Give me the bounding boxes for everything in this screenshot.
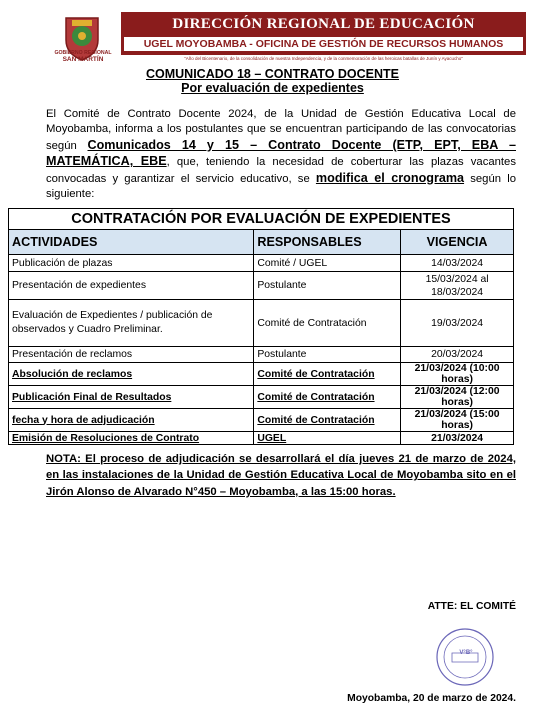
header-actividades: ACTIVIDADES: [9, 230, 254, 255]
intro-text-3: según lo siguiente:: [46, 172, 516, 201]
cell-actividad: fecha y hora de adjudicación: [9, 409, 254, 432]
adjudication-note: NOTA: El proceso de adjudicación se desarrollará el día jueves 21 de marzo de 2024, en las instalaciones de la Unidad de Gestión Educativa Local de Moyobamba sito en el Jirón Alonso de Alvarado N°450 – Moyobamba, a las 15:00 horas.: [46, 453, 516, 498]
cell-actividad: Presentación de expedientes: [9, 272, 254, 300]
cell-responsable: Comité de Contratación: [254, 363, 401, 386]
cell-responsable: Comité / UGEL: [254, 255, 401, 272]
table-row: [9, 363, 514, 386]
table-row: [9, 432, 514, 445]
seal-text: V°B°: [459, 650, 473, 656]
table-row: [9, 409, 514, 432]
table-row: [9, 255, 514, 272]
cell-responsable: Comité de Contratación: [254, 409, 401, 432]
cell-responsable: Comité de Contratación: [254, 386, 401, 409]
header-responsables: RESPONSABLES: [254, 230, 401, 255]
cell-responsable: Postulante: [254, 272, 401, 300]
cell-actividad: Publicación de plazas: [9, 255, 254, 272]
banner-subtitle: UGEL MOYOBAMBA - OFICINA DE GESTIÓN DE RECURSOS HUMANOS: [143, 38, 504, 50]
intro-paragraph: [46, 107, 516, 202]
logo-org-short: GOBIERNO REGIONAL: [54, 50, 112, 56]
cell-actividad: Absolución de reclamos: [9, 363, 254, 386]
intro-highlight-comunicados: Comunicados 14 y 15 – Contrato Docente (ETP, EPT, EBA – MATEMÁTICA, EBE: [46, 137, 516, 169]
banner-title: DIRECCIÓN REGIONAL DE EDUCACIÓN: [172, 16, 475, 32]
header-vigencia: VIGENCIA: [401, 230, 514, 255]
table-row: [9, 386, 514, 409]
table-row: [9, 300, 514, 347]
schedule-table: [8, 208, 514, 445]
intro-text-2: , que, teniendo la necesidad de coberturar las plazas vacantes convocadas y garantizar el servicio educativo, se: [46, 156, 516, 185]
cell-vigencia: 20/03/2024: [401, 347, 514, 363]
logo-caption: [52, 50, 114, 64]
cell-vigencia: 21/03/2024: [401, 432, 514, 445]
letterhead-banner: [121, 12, 526, 55]
table-caption: CONTRATACIÓN POR EVALUACIÓN DE EXPEDIENTES: [9, 209, 514, 230]
cell-vigencia: 21/03/2024 (12:00 horas): [401, 386, 514, 409]
intro-text-1: El Comité de Contrato Docente 2024, de la Unidad de Gestión Educativa Local de Moyobamba, informa a los postulantes que se encuentran participando de las convocatorias según: [46, 108, 516, 152]
cell-actividad: Presentación de reclamos: [9, 347, 254, 363]
cell-responsable: Comité de Contratación: [254, 300, 401, 347]
cell-vigencia: 19/03/2024: [401, 300, 514, 347]
document-subtitle: Por evaluación de expedientes: [181, 81, 364, 95]
place-and-date: Moyobamba, 20 de marzo de 2024.: [347, 693, 516, 704]
document-title: COMUNICADO 18 – CONTRATO DOCENTE: [145, 67, 400, 81]
cell-actividad: Emisión de Resoluciones de Contrato: [9, 432, 254, 445]
cell-actividad: Evaluación de Expedientes / publicación de observados y Cuadro Preliminar.: [9, 300, 254, 347]
cell-responsable: Postulante: [254, 347, 401, 363]
cell-responsable: UGEL: [254, 432, 401, 445]
committee-seal-stamp: [434, 626, 496, 688]
cell-actividad: Publicación Final de Resultados: [9, 386, 254, 409]
table-row: [9, 272, 514, 300]
cell-vigencia: 15/03/2024 al 18/03/2024: [401, 272, 514, 300]
intro-highlight-cronograma: modifica el cronograma: [315, 170, 465, 185]
banner-subtitle-box: [124, 37, 523, 51]
logo-org-name: SAN MARTÍN: [62, 56, 104, 63]
letterhead: [0, 0, 545, 64]
cell-vigencia: 14/03/2024: [401, 255, 514, 272]
signature-attention: ATTE: EL COMITÉ: [427, 601, 516, 612]
table-row: [9, 347, 514, 363]
cell-vigencia: 21/03/2024 (10:00 horas): [401, 363, 514, 386]
cell-vigencia: 21/03/2024 (15:00 horas): [401, 409, 514, 432]
banner-year-note: "Año del Bicentenario, de la consolidación de nuestra Independencia, y de la conmemoración de las heroicas batallas de Junín y Ayacucho": [184, 56, 463, 61]
table-header-row: [9, 230, 514, 255]
